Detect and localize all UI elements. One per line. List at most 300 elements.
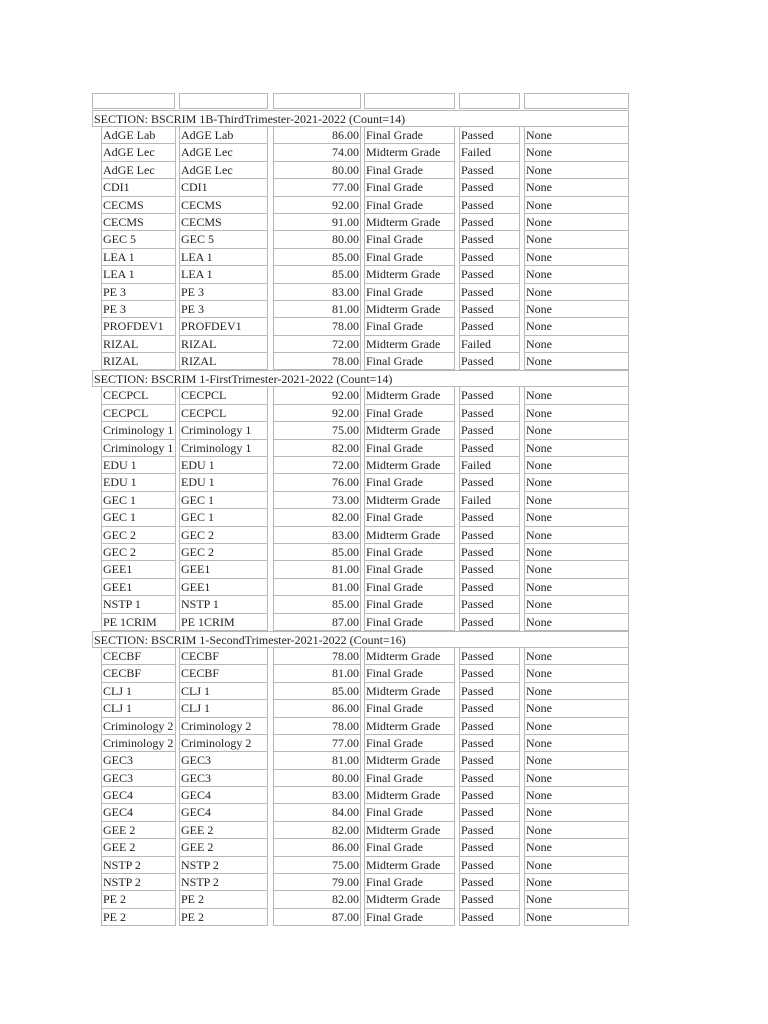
course-code-cell: GEC4	[101, 804, 176, 821]
course-code-cell: RIZAL	[101, 353, 176, 370]
remark-cell: Failed	[459, 144, 520, 161]
course-code-cell: AdGE Lab	[101, 127, 176, 144]
status-cell: None	[524, 301, 629, 318]
remark-cell: Passed	[459, 839, 520, 856]
grading-period-cell: Midterm Grade	[364, 857, 455, 874]
status-cell: None	[524, 839, 629, 856]
course-code-cell: PROFDEV1	[101, 318, 176, 335]
grade-value-cell: 85.00	[273, 683, 361, 700]
table-row	[92, 665, 629, 682]
grading-period-cell: Midterm Grade	[364, 336, 455, 353]
grade-value-cell: 81.00	[273, 579, 361, 596]
grading-period-cell: Final Grade	[364, 665, 455, 682]
grade-value-cell: 86.00	[273, 127, 361, 144]
subject-cell: CECBF	[179, 665, 268, 682]
remark-cell: Passed	[459, 561, 520, 578]
subject-cell: GEC3	[179, 770, 268, 787]
grade-value-cell: 87.00	[273, 909, 361, 926]
grading-period-cell: Midterm Grade	[364, 144, 455, 161]
course-code-cell: GEE1	[101, 579, 176, 596]
status-cell: None	[524, 457, 629, 474]
status-cell: None	[524, 197, 629, 214]
grade-value-cell: 80.00	[273, 162, 361, 179]
status-cell: None	[524, 787, 629, 804]
status-cell: None	[524, 284, 629, 301]
grading-period-cell: Midterm Grade	[364, 718, 455, 735]
subject-cell: CECPCL	[179, 405, 268, 422]
grade-value-cell: 74.00	[273, 144, 361, 161]
subject-cell: CLJ 1	[179, 700, 268, 717]
status-cell: None	[524, 492, 629, 509]
course-code-cell: Criminology 1	[101, 440, 176, 457]
table-row	[92, 266, 629, 283]
status-cell: None	[524, 735, 629, 752]
course-code-cell: NSTP 2	[101, 874, 176, 891]
subject-cell: Criminology 2	[179, 718, 268, 735]
subject-cell: EDU 1	[179, 457, 268, 474]
grading-period-cell: Final Grade	[364, 561, 455, 578]
status-cell: None	[524, 127, 629, 144]
status-cell: None	[524, 249, 629, 266]
status-cell: None	[524, 214, 629, 231]
grade-value-cell: 80.00	[273, 231, 361, 248]
remark-cell: Passed	[459, 857, 520, 874]
remark-cell: Passed	[459, 596, 520, 613]
subject-cell: GEC 1	[179, 509, 268, 526]
course-code-cell: LEA 1	[101, 266, 176, 283]
table-row	[92, 249, 629, 266]
table-row	[92, 284, 629, 301]
status-cell: None	[524, 770, 629, 787]
course-code-cell: GEC4	[101, 787, 176, 804]
grade-value-cell: 73.00	[273, 492, 361, 509]
grading-period-cell: Final Grade	[364, 197, 455, 214]
subject-cell: CECMS	[179, 214, 268, 231]
course-code-cell: EDU 1	[101, 457, 176, 474]
grading-period-cell: Final Grade	[364, 127, 455, 144]
grade-value-cell: 87.00	[273, 614, 361, 631]
table-row	[92, 822, 629, 839]
status-cell: None	[524, 422, 629, 439]
status-cell: None	[524, 700, 629, 717]
status-cell: None	[524, 405, 629, 422]
table-row	[92, 648, 629, 665]
grading-period-cell: Final Grade	[364, 579, 455, 596]
course-code-cell: GEC 5	[101, 231, 176, 248]
course-code-cell: GEC 1	[101, 509, 176, 526]
status-cell: None	[524, 561, 629, 578]
course-code-cell: LEA 1	[101, 249, 176, 266]
status-cell: None	[524, 683, 629, 700]
subject-cell: PE 1CRIM	[179, 614, 268, 631]
grade-value-cell: 83.00	[273, 527, 361, 544]
grading-period-cell: Final Grade	[364, 249, 455, 266]
header-cell	[179, 93, 268, 109]
remark-cell: Passed	[459, 179, 520, 196]
sections-container	[92, 110, 629, 926]
grading-period-cell: Midterm Grade	[364, 387, 455, 404]
table-row	[92, 144, 629, 161]
grade-value-cell: 72.00	[273, 457, 361, 474]
subject-cell: PE 2	[179, 909, 268, 926]
remark-cell: Passed	[459, 683, 520, 700]
grading-period-cell: Midterm Grade	[364, 891, 455, 908]
grading-period-cell: Midterm Grade	[364, 527, 455, 544]
grade-value-cell: 79.00	[273, 874, 361, 891]
table-row	[92, 440, 629, 457]
status-cell: None	[524, 665, 629, 682]
remark-cell: Passed	[459, 266, 520, 283]
remark-cell: Passed	[459, 214, 520, 231]
table-row	[92, 735, 629, 752]
table-row	[92, 891, 629, 908]
grade-value-cell: 82.00	[273, 891, 361, 908]
remark-cell: Passed	[459, 752, 520, 769]
grading-period-cell: Midterm Grade	[364, 787, 455, 804]
subject-cell: RIZAL	[179, 353, 268, 370]
status-cell: None	[524, 179, 629, 196]
subject-cell: GEC4	[179, 787, 268, 804]
subject-cell: GEE1	[179, 579, 268, 596]
grades-sheet	[92, 93, 629, 926]
header-cell	[364, 93, 455, 109]
table-row	[92, 474, 629, 491]
subject-cell: LEA 1	[179, 249, 268, 266]
remark-cell: Passed	[459, 284, 520, 301]
remark-cell: Passed	[459, 804, 520, 821]
course-code-cell: PE 2	[101, 891, 176, 908]
course-code-cell: AdGE Lec	[101, 144, 176, 161]
table-row	[92, 387, 629, 404]
remark-cell: Passed	[459, 318, 520, 335]
status-cell: None	[524, 527, 629, 544]
table-row	[92, 700, 629, 717]
grade-value-cell: 80.00	[273, 770, 361, 787]
grading-period-cell: Final Grade	[364, 839, 455, 856]
status-cell: None	[524, 596, 629, 613]
subject-cell: GEC4	[179, 804, 268, 821]
subject-cell: Criminology 1	[179, 440, 268, 457]
status-cell: None	[524, 579, 629, 596]
grading-period-cell: Final Grade	[364, 770, 455, 787]
table-row	[92, 179, 629, 196]
grade-value-cell: 83.00	[273, 284, 361, 301]
header-cell	[524, 93, 629, 109]
remark-cell: Passed	[459, 648, 520, 665]
course-code-cell: AdGE Lec	[101, 162, 176, 179]
course-code-cell: CECBF	[101, 665, 176, 682]
grade-value-cell: 85.00	[273, 596, 361, 613]
grading-period-cell: Final Grade	[364, 909, 455, 926]
remark-cell: Passed	[459, 440, 520, 457]
subject-cell: PE 3	[179, 301, 268, 318]
grading-period-cell: Midterm Grade	[364, 214, 455, 231]
grading-period-cell: Midterm Grade	[364, 422, 455, 439]
table-row	[92, 127, 629, 144]
status-cell: None	[524, 336, 629, 353]
status-cell: None	[524, 231, 629, 248]
remark-cell: Passed	[459, 718, 520, 735]
status-cell: None	[524, 648, 629, 665]
grading-period-cell: Final Grade	[364, 353, 455, 370]
status-cell: None	[524, 440, 629, 457]
table-row	[92, 492, 629, 509]
course-code-cell: PE 3	[101, 284, 176, 301]
header-cell	[273, 93, 361, 109]
header-cell	[92, 93, 175, 109]
subject-cell: NSTP 1	[179, 596, 268, 613]
course-code-cell: PE 2	[101, 909, 176, 926]
status-cell: None	[524, 822, 629, 839]
grading-period-cell: Midterm Grade	[364, 752, 455, 769]
remark-cell: Passed	[459, 162, 520, 179]
status-cell: None	[524, 857, 629, 874]
section-header: SECTION: BSCRIM 1B-ThirdTrimester-2021-2022 (Count=14)	[92, 110, 629, 127]
remark-cell: Passed	[459, 509, 520, 526]
subject-cell: GEE 2	[179, 839, 268, 856]
remark-cell: Passed	[459, 231, 520, 248]
remark-cell: Failed	[459, 336, 520, 353]
grading-period-cell: Final Grade	[364, 614, 455, 631]
section-header: SECTION: BSCRIM 1-FirstTrimester-2021-2022 (Count=14)	[92, 370, 629, 387]
status-cell: None	[524, 509, 629, 526]
grade-value-cell: 82.00	[273, 509, 361, 526]
grading-period-cell: Final Grade	[364, 405, 455, 422]
table-row	[92, 336, 629, 353]
course-code-cell: CECMS	[101, 214, 176, 231]
course-code-cell: NSTP 1	[101, 596, 176, 613]
grading-period-cell: Midterm Grade	[364, 648, 455, 665]
course-code-cell: CECPCL	[101, 387, 176, 404]
subject-cell: GEC 2	[179, 544, 268, 561]
table-row	[92, 787, 629, 804]
status-cell: None	[524, 752, 629, 769]
grading-period-cell: Midterm Grade	[364, 492, 455, 509]
subject-cell: GEE 2	[179, 822, 268, 839]
subject-cell: LEA 1	[179, 266, 268, 283]
grading-period-cell: Final Grade	[364, 804, 455, 821]
course-code-cell: PE 1CRIM	[101, 614, 176, 631]
table-row	[92, 197, 629, 214]
grade-value-cell: 85.00	[273, 544, 361, 561]
subject-cell: GEC3	[179, 752, 268, 769]
status-cell: None	[524, 544, 629, 561]
table-row	[92, 804, 629, 821]
table-row	[92, 422, 629, 439]
subject-cell: CDI1	[179, 179, 268, 196]
status-cell: None	[524, 162, 629, 179]
table-row	[92, 509, 629, 526]
table-row	[92, 683, 629, 700]
grade-value-cell: 86.00	[273, 839, 361, 856]
remark-cell: Passed	[459, 197, 520, 214]
grade-value-cell: 77.00	[273, 179, 361, 196]
grade-value-cell: 85.00	[273, 266, 361, 283]
grade-value-cell: 78.00	[273, 718, 361, 735]
table-row	[92, 596, 629, 613]
course-code-cell: GEE1	[101, 561, 176, 578]
subject-cell: EDU 1	[179, 474, 268, 491]
remark-cell: Passed	[459, 614, 520, 631]
grade-value-cell: 92.00	[273, 405, 361, 422]
grade-value-cell: 77.00	[273, 735, 361, 752]
remark-cell: Passed	[459, 127, 520, 144]
grading-period-cell: Midterm Grade	[364, 301, 455, 318]
table-row	[92, 579, 629, 596]
header-cell	[459, 93, 520, 109]
remark-cell: Passed	[459, 665, 520, 682]
grade-value-cell: 83.00	[273, 787, 361, 804]
grading-period-cell: Final Grade	[364, 735, 455, 752]
remark-cell: Passed	[459, 891, 520, 908]
grading-period-cell: Final Grade	[364, 231, 455, 248]
course-code-cell: RIZAL	[101, 336, 176, 353]
remark-cell: Passed	[459, 527, 520, 544]
remark-cell: Passed	[459, 787, 520, 804]
subject-cell: RIZAL	[179, 336, 268, 353]
table-row	[92, 857, 629, 874]
table-row	[92, 405, 629, 422]
grading-period-cell: Midterm Grade	[364, 822, 455, 839]
status-cell: None	[524, 144, 629, 161]
grading-period-cell: Final Grade	[364, 474, 455, 491]
grading-period-cell: Final Grade	[364, 509, 455, 526]
subject-cell: AdGE Lab	[179, 127, 268, 144]
status-cell: None	[524, 804, 629, 821]
status-cell: None	[524, 718, 629, 735]
table-row	[92, 301, 629, 318]
grade-value-cell: 86.00	[273, 700, 361, 717]
course-code-cell: CLJ 1	[101, 700, 176, 717]
subject-cell: CECMS	[179, 197, 268, 214]
table-row	[92, 614, 629, 631]
table-row	[92, 214, 629, 231]
course-code-cell: GEC3	[101, 770, 176, 787]
course-code-cell: Criminology 2	[101, 718, 176, 735]
grading-period-cell: Final Grade	[364, 318, 455, 335]
empty-header-row	[92, 93, 629, 110]
remark-cell: Passed	[459, 353, 520, 370]
grading-period-cell: Final Grade	[364, 700, 455, 717]
subject-cell: GEE1	[179, 561, 268, 578]
remark-cell: Passed	[459, 579, 520, 596]
grade-value-cell: 78.00	[273, 648, 361, 665]
status-cell: None	[524, 909, 629, 926]
remark-cell: Passed	[459, 770, 520, 787]
grade-value-cell: 76.00	[273, 474, 361, 491]
remark-cell: Passed	[459, 249, 520, 266]
remark-cell: Passed	[459, 874, 520, 891]
grade-value-cell: 85.00	[273, 249, 361, 266]
course-code-cell: GEC3	[101, 752, 176, 769]
remark-cell: Passed	[459, 301, 520, 318]
table-row	[92, 353, 629, 370]
grading-period-cell: Final Grade	[364, 596, 455, 613]
table-row	[92, 839, 629, 856]
subject-cell: GEC 1	[179, 492, 268, 509]
table-row	[92, 231, 629, 248]
course-code-cell: EDU 1	[101, 474, 176, 491]
grading-period-cell: Final Grade	[364, 874, 455, 891]
course-code-cell: NSTP 2	[101, 857, 176, 874]
subject-cell: CECBF	[179, 648, 268, 665]
grading-period-cell: Final Grade	[364, 179, 455, 196]
remark-cell: Passed	[459, 474, 520, 491]
remark-cell: Passed	[459, 909, 520, 926]
status-cell: None	[524, 891, 629, 908]
course-code-cell: CECPCL	[101, 405, 176, 422]
subject-cell: AdGE Lec	[179, 144, 268, 161]
remark-cell: Failed	[459, 457, 520, 474]
course-code-cell: GEC 1	[101, 492, 176, 509]
section-header: SECTION: BSCRIM 1-SecondTrimester-2021-2022 (Count=16)	[92, 631, 629, 648]
table-row	[92, 318, 629, 335]
remark-cell: Passed	[459, 422, 520, 439]
grade-value-cell: 84.00	[273, 804, 361, 821]
subject-cell: Criminology 2	[179, 735, 268, 752]
grade-value-cell: 72.00	[273, 336, 361, 353]
table-row	[92, 457, 629, 474]
subject-cell: Criminology 1	[179, 422, 268, 439]
status-cell: None	[524, 874, 629, 891]
course-code-cell: GEC 2	[101, 527, 176, 544]
course-code-cell: CLJ 1	[101, 683, 176, 700]
remark-cell: Passed	[459, 700, 520, 717]
subject-cell: PE 3	[179, 284, 268, 301]
grade-value-cell: 81.00	[273, 301, 361, 318]
remark-cell: Passed	[459, 822, 520, 839]
table-row	[92, 770, 629, 787]
course-code-cell: Criminology 2	[101, 735, 176, 752]
grading-period-cell: Final Grade	[364, 440, 455, 457]
table-row	[92, 874, 629, 891]
grading-period-cell: Final Grade	[364, 544, 455, 561]
grade-value-cell: 92.00	[273, 387, 361, 404]
status-cell: None	[524, 318, 629, 335]
remark-cell: Passed	[459, 735, 520, 752]
grade-value-cell: 81.00	[273, 561, 361, 578]
course-code-cell: CECBF	[101, 648, 176, 665]
subject-cell: PROFDEV1	[179, 318, 268, 335]
grade-value-cell: 82.00	[273, 822, 361, 839]
subject-cell: GEC 5	[179, 231, 268, 248]
table-row	[92, 162, 629, 179]
subject-cell: CECPCL	[179, 387, 268, 404]
grading-period-cell: Midterm Grade	[364, 683, 455, 700]
grading-period-cell: Midterm Grade	[364, 457, 455, 474]
course-code-cell: GEC 2	[101, 544, 176, 561]
table-row	[92, 527, 629, 544]
subject-cell: NSTP 2	[179, 857, 268, 874]
status-cell: None	[524, 387, 629, 404]
table-row	[92, 752, 629, 769]
grade-value-cell: 92.00	[273, 197, 361, 214]
grading-period-cell: Final Grade	[364, 284, 455, 301]
grade-value-cell: 75.00	[273, 857, 361, 874]
status-cell: None	[524, 474, 629, 491]
subject-cell: GEC 2	[179, 527, 268, 544]
grade-value-cell: 78.00	[273, 353, 361, 370]
remark-cell: Failed	[459, 492, 520, 509]
subject-cell: CLJ 1	[179, 683, 268, 700]
subject-cell: NSTP 2	[179, 874, 268, 891]
grade-value-cell: 81.00	[273, 752, 361, 769]
table-row	[92, 544, 629, 561]
table-row	[92, 718, 629, 735]
grade-value-cell: 78.00	[273, 318, 361, 335]
status-cell: None	[524, 266, 629, 283]
table-row	[92, 909, 629, 926]
